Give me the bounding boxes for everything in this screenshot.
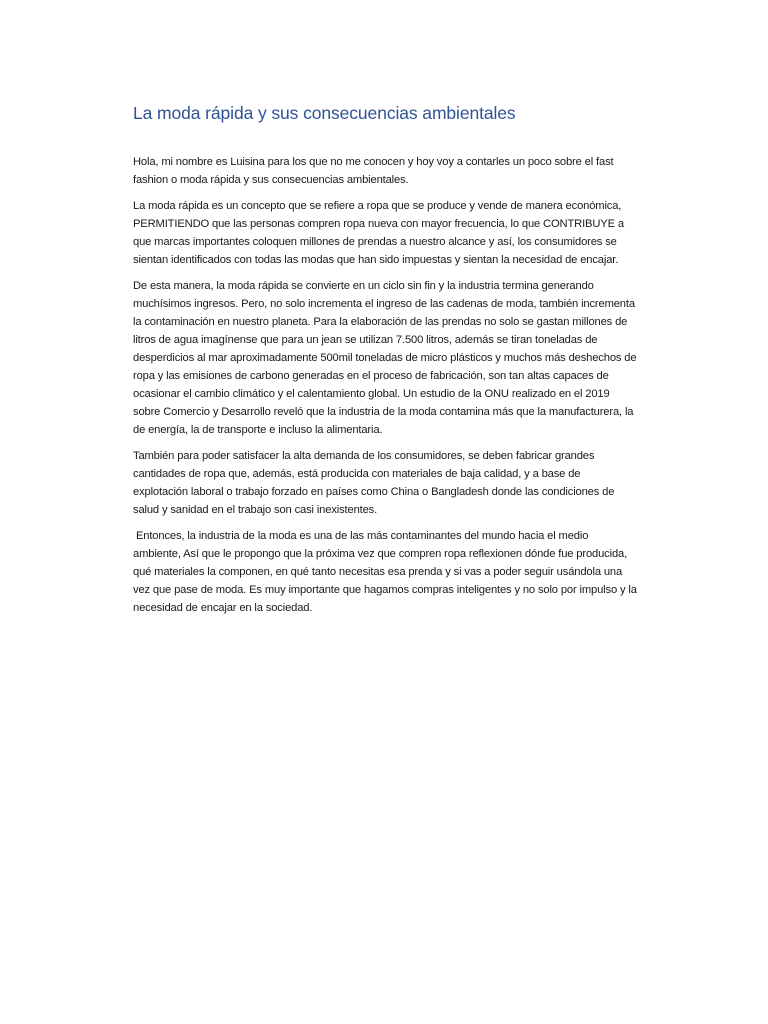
document-body	[133, 100, 638, 625]
document-title: La moda rápida y sus consecuencias ambientales	[133, 103, 516, 123]
paragraph-definition: La moda rápida es un concepto que se refiere a ropa que se produce y vende de manera económica, PERMITIENDO que las personas compren ropa nueva con mayor frecuencia, lo que CONTRIBUYE a que marcas importantes coloquen millones de prendas a nuestro alcance y así, los consumidores se sientan identificados con todas las modas que han sido impuestas y sientan la necesidad de encajar.	[133, 200, 624, 266]
paragraph-conclusion: Entonces, la industria de la moda es una de las más contaminantes del mundo hacia el medio ambiente, Así que le propongo que la próxima vez que compren ropa reflexionen dónde fue producida, qué materiales la componen, en qué tanto necesitas esa prenda y si vas a poder seguir usándola una vez que pase de moda. Es muy importante que hagamos compras inteligentes y no solo por impulso y la necesidad de encajar en la sociedad.	[133, 530, 640, 614]
paragraph-labor-conditions: También para poder satisfacer la alta demanda de los consumidores, se deben fabricar grandes cantidades de ropa que, además, está producida con materiales de baja calidad, y a base de explotación laboral o trabajo forzado en países como China o Bangladesh donde las condiciones de salud y sanidad en el trabajo son casi inexistentes.	[133, 450, 615, 516]
paragraph-intro: Hola, mi nombre es Luisina para los que no me conocen y hoy voy a contarles un poco sobre el fast fashion o moda rápida y sus consecuencias ambientales.	[133, 156, 614, 186]
paragraph-environmental-impact: De esta manera, la moda rápida se convierte en un ciclo sin fin y la industria termina generando muchísimos ingresos. Pero, no solo incrementa el ingreso de las cadenas de moda, también incrementa la contaminación en nuestro planeta. Para la elaboración de las prendas no solo se gastan millones de litros de agua imagínense que para un jean se utilizan 7.500 litros, además se tiran toneladas de desperdicios al mar aproximadamente 500mil toneladas de micro plásticos y muchos más deshechos de ropa y las emisiones de carbono generadas en el proceso de fabricación, son tan altas capaces de ocasionar el cambio climático y el calentamiento global. Un estudio de la ONU realizado en el 2019 sobre Comercio y Desarrollo reveló que la industria de la moda contamina más que la manufacturera, la de energía, la de transporte e incluso la alimentaria.	[133, 280, 637, 436]
